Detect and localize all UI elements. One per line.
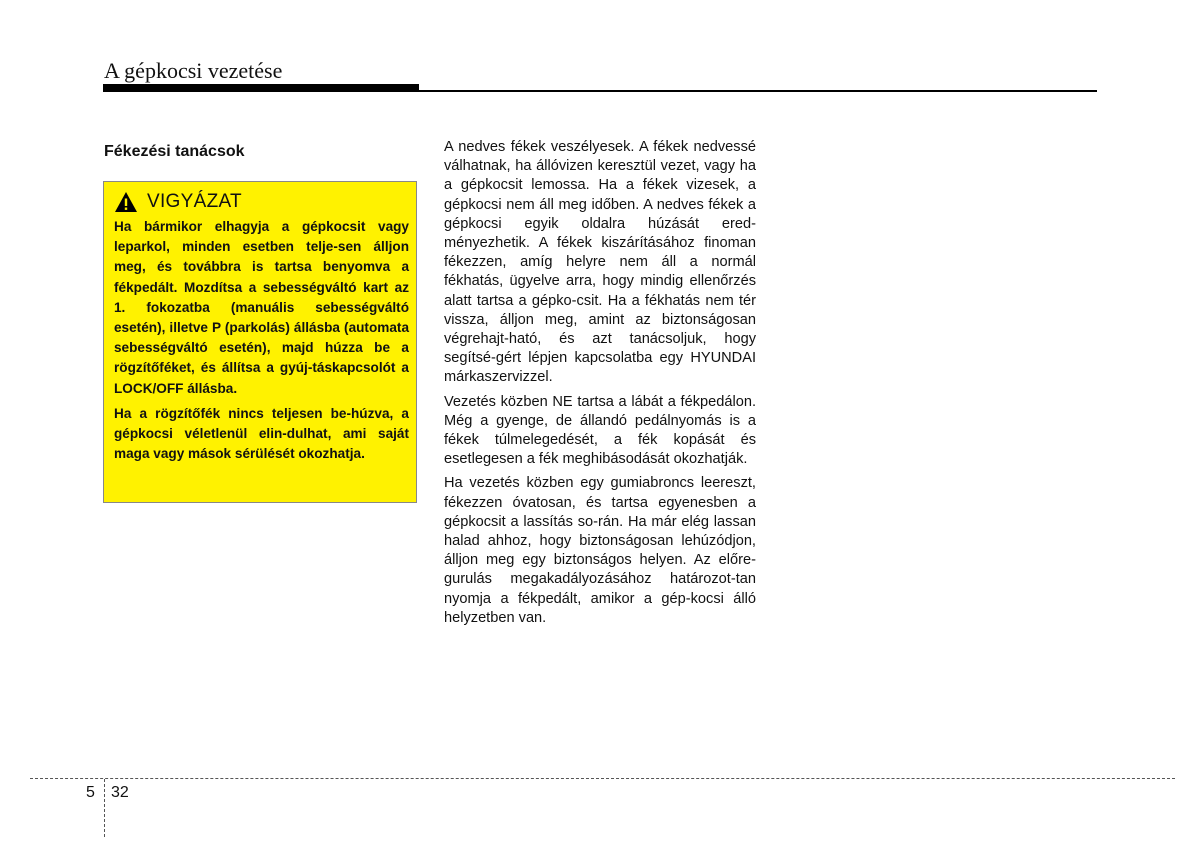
warning-paragraph: Ha bármikor elhagyja a gépkocsit vagy leparkol, minden esetben telje-sen álljon meg, és továbbra is tartsa benyomva a fékpedált. Mozdítsa a sebességváltó kart az 1. fokozatba (manuális sebességváltó esetén), illetve P (parkolás) állásba (automata sebességváltó esetén), majd húzza be a rögzítőféket, és állítsa a gyúj-táskapcsolót a LOCK/OFF állásba. bbox=[114, 219, 409, 396]
footer-vertical-dashed-rule bbox=[104, 779, 105, 837]
section-heading: Fékezési tanácsok bbox=[104, 143, 245, 160]
header-rule-thin bbox=[419, 90, 1097, 92]
warning-box bbox=[103, 181, 417, 503]
body-paragraph: A nedves fékek veszélyesek. A fékek nedvessé válhatnak, ha állóvizen keresztül vezet, vagy ha a gépkocsit lemossa. Ha a fékek vizesek, a gépkocsi nem áll meg időben. A nedves fékek a gépkocsi egyik oldalra húzását ered-ményezhetik. A fékek kiszárításához finoman fékezzen, amíg helyre nem áll a normál fékhatás, ügyelve arra, hogy mindig ellenőrzés alatt tartsa a gépko-csit. Ha a fékhatás nem tér vissza, álljon meg, amint az biztonságosan végrehajt-ható, és azt tanácsoljuk, hogy segítsé-gért lépjen kapcsolatba egy HYUNDAI márkaszervizzel. bbox=[444, 139, 756, 386]
warning-title: VIGYÁZAT bbox=[147, 191, 242, 212]
footer-page-number: 32 bbox=[111, 784, 129, 801]
warning-triangle-icon bbox=[114, 191, 138, 213]
body-paragraph: Vezetés közben NE tartsa a lábát a fékpedálon. Még a gyenge, de állandó pedálnyomás is a fékek túlmelegedését, a fék kopását és esetlegesen a fék meghibásodását okozhatják. bbox=[444, 393, 756, 468]
warning-paragraph: Ha a rögzítőfék nincs teljesen be-húzva, a gépkocsi véletlenül elin-dulhat, ami saját maga vagy mások sérülését okozhatja. bbox=[114, 405, 409, 462]
body-text-column bbox=[444, 138, 756, 633]
footer-chapter-number: 5 bbox=[86, 784, 95, 801]
header-rule-thick bbox=[103, 84, 419, 92]
page-header-title: A gépkocsi vezetése bbox=[104, 58, 283, 83]
body-paragraph: Ha vezetés közben egy gumiabroncs leereszt, fékezzen óvatosan, és tartsa egyenesben a gépkocsit a lassítás so-rán. Ha már elég lassan halad ahhoz, hogy biztonságosan lehúzódjon, álljon meg egy biztonságos helyen. Az előre-gurulás megakadályozásához határozot-tan nyomja a fékpedált, amikor a gép-kocsi álló helyzetben van. bbox=[444, 475, 756, 626]
footer-dashed-rule bbox=[30, 778, 1175, 779]
warning-title-row bbox=[114, 190, 409, 214]
